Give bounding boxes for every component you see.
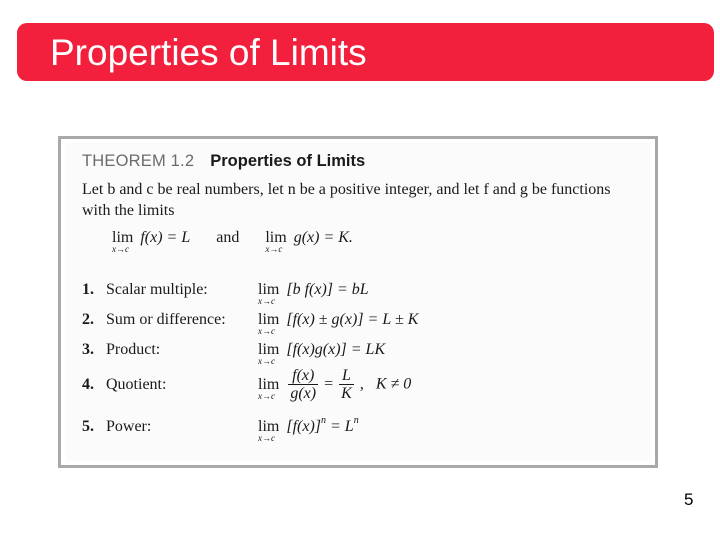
property-name: Quotient: <box>106 375 167 393</box>
limit-operator: lim x→c <box>112 229 134 254</box>
page-number: 5 <box>684 490 694 509</box>
property-name: Scalar multiple: <box>106 281 208 298</box>
fraction-LK: $\frac{L}{K}$ <box>341 367 352 402</box>
theorem-heading <box>82 151 365 171</box>
limit-operator: lim x→c <box>258 341 280 366</box>
property-expression: lim x→c [b f(x)] = bL <box>258 281 369 306</box>
property-number: 4. <box>82 375 94 393</box>
property-product <box>82 341 385 367</box>
given-g: g(x) = K. <box>293 229 353 246</box>
given-and: and <box>216 229 240 246</box>
theorem-label: THEOREM 1.2 <box>82 152 195 170</box>
theorem-box <box>66 143 650 461</box>
property-expression: lim x→c [f(x) ± g(x)] = L ± K <box>258 311 419 336</box>
theorem-intro: Let b and c be real numbers, let n be a positive integer, and let f and g be functions with the limits <box>82 181 611 219</box>
limit-operator: lim x→c <box>265 229 287 254</box>
property-name: Sum or difference: <box>106 311 226 328</box>
property-quotient <box>82 367 412 402</box>
property-name: Product: <box>106 341 161 358</box>
theorem-image <box>58 136 658 468</box>
property-sum-difference <box>82 311 418 337</box>
property-number: 1. <box>82 281 94 298</box>
given-f: f(x) = L <box>140 229 191 246</box>
property-power <box>82 415 359 441</box>
limit-operator: lim x→c <box>258 418 280 443</box>
property-name: Power: <box>106 418 152 435</box>
slide-title: Properties of Limits <box>50 32 367 73</box>
property-expression: lim x→c $[f(x)]^n = L^n$ <box>258 415 359 443</box>
property-scalar-multiple <box>82 281 369 307</box>
fraction-fg: $\frac{f(x)}{g(x)}$ <box>290 367 317 402</box>
property-expression: lim x→c [f(x)g(x)] = LK <box>258 341 386 366</box>
property-number: 5. <box>82 418 94 435</box>
property-number: 2. <box>82 311 94 328</box>
limit-operator: lim x→c <box>258 281 280 306</box>
given-limits <box>112 229 353 254</box>
limit-operator: lim x→c <box>258 311 280 336</box>
title-bar <box>17 23 714 81</box>
theorem-name: Properties of Limits <box>210 152 366 170</box>
property-number: 3. <box>82 341 94 358</box>
property-expression: lim x→c $\frac{f(x)}{g(x)}$ = $\frac{L}{K}$ , K ≠ 0 <box>258 367 412 402</box>
limit-operator: lim x→c <box>258 375 280 401</box>
